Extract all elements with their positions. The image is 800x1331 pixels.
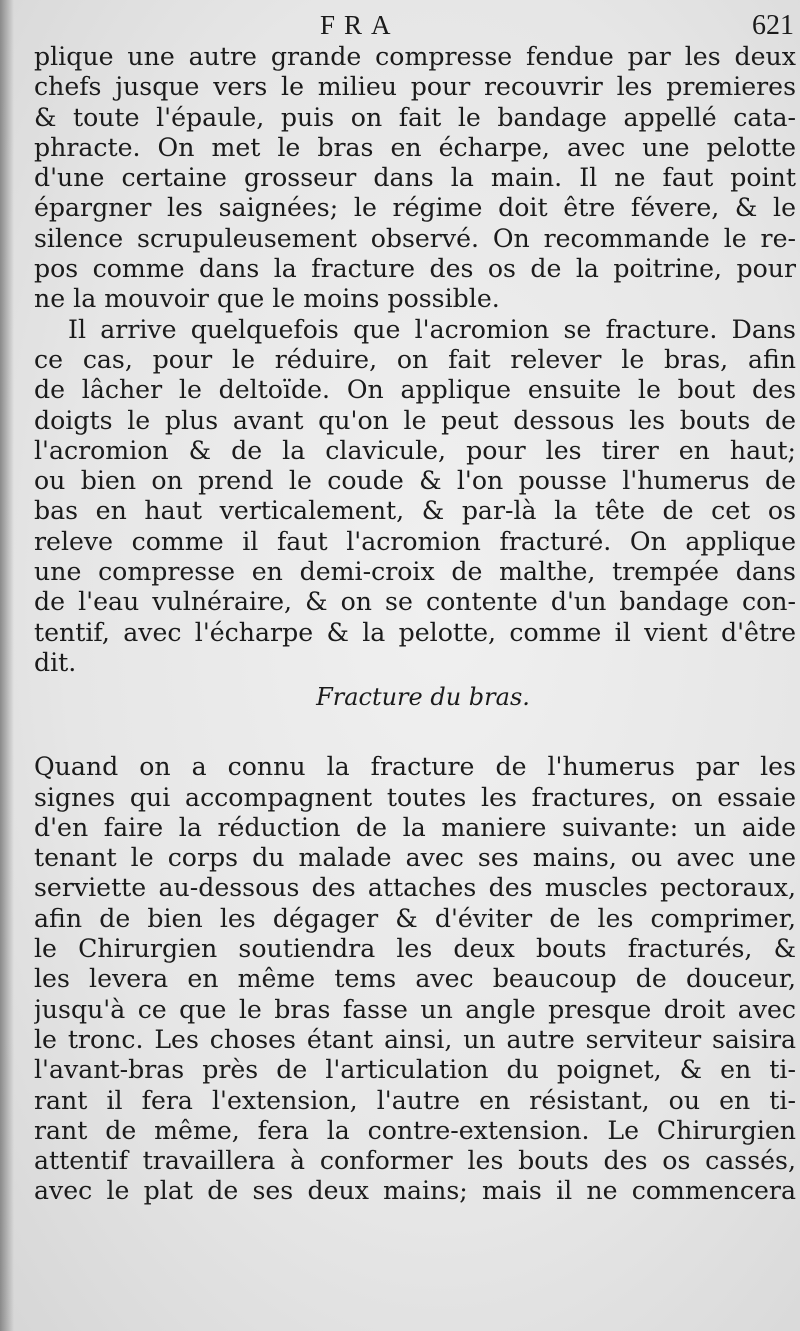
text-line: tenant le corps du malade avec ses mains, ou avec une [34, 843, 796, 873]
text-line: dit. [34, 647, 77, 677]
text-line: silence scrupuleusement observé. On recommande le re- [34, 223, 796, 253]
text-line: doigts le plus avant qu'on le peut dessous les bouts de [34, 405, 796, 435]
text-line: ou bien on prend le coude & l'on pousse l'humerus de [34, 466, 796, 496]
text-line: releve comme il faut l'acromion fracturé. On applique [34, 526, 796, 556]
running-head: FRA [320, 10, 400, 40]
paragraph-acromion [34, 315, 796, 679]
text-line: serviette au-dessous des attaches des muscles pectoraux, [34, 873, 796, 903]
text-line: chefs jusque vers le milieu pour recouvrir les premieres [34, 72, 796, 102]
text-line: de lâcher le deltoïde. On applique ensuite le bout des [34, 375, 796, 405]
text-line: plique une autre grande compresse fendue par les deux [34, 42, 796, 71]
page-number: 621 [752, 10, 794, 41]
paragraph-continuation [34, 42, 796, 315]
text-line: le Chirurgien soutiendra les deux bouts fracturés, & [34, 934, 796, 964]
text-line: tentif, avec l'écharpe & la pelotte, comme il vient d'être [34, 617, 796, 647]
text-line: attentif travaillera à conformer les bouts des os cassés, [34, 1146, 796, 1176]
text-line: une compresse en demi-croix de malthe, trempée dans [34, 557, 796, 587]
text-line: avec le plat de ses deux mains; mais il ne commencera [34, 1176, 796, 1206]
text-line: signes qui accompagnent toutes les fractures, on essaie [34, 782, 796, 812]
text-line: ne la mouvoir que le moins possible. [34, 284, 500, 314]
paragraph-humerus [34, 752, 796, 1206]
text-line: le tronc. Les choses étant ainsi, un autre serviteur saisira [34, 1024, 796, 1054]
text-line: jusqu'à ce que le bras fasse un angle presque droit avec [34, 994, 796, 1024]
text-line: pos comme dans la fracture des os de la poitrine, pour [34, 254, 796, 284]
section-title: Fracture du bras. [316, 683, 530, 712]
text-line: Quand on a connu la fracture de l'humerus par les [34, 752, 796, 782]
text-line: bas en haut verticalement, & par-là la tête de cet os [34, 496, 796, 526]
text-line: d'en faire la réduction de la maniere suivante: un aide [34, 812, 796, 842]
text-line: épargner les saignées; le régime doit être févere, & le [34, 193, 796, 223]
text-line: Il arrive quelquefois que l'acromion se fracture. Dans [68, 314, 796, 344]
text-line: phracte. On met le bras en écharpe, avec une pelotte [34, 132, 796, 162]
text-line: & toute l'épaule, puis on fait le bandage appellé cata- [34, 102, 796, 132]
text-line: l'avant-bras près de l'articulation du poignet, & en ti- [34, 1055, 796, 1085]
text-line: rant de même, fera la contre-extension. Le Chirurgien [34, 1115, 796, 1145]
text-line: l'acromion & de la clavicule, pour les tirer en haut; [34, 435, 796, 465]
text-line: d'une certaine grosseur dans la main. Il ne faut point [34, 163, 796, 193]
text-line: afin de bien les dégager & d'éviter de les comprimer, [34, 903, 796, 933]
text-line: les levera en même tems avec beaucoup de douceur, [34, 964, 796, 994]
text-line: de l'eau vulnéraire, & on se contente d'un bandage con- [34, 587, 796, 617]
page-gutter-shadow [0, 0, 14, 1331]
text-line: ce cas, pour le réduire, on fait relever le bras, afin [34, 344, 796, 374]
body-text [34, 42, 796, 1207]
text-line: rant il fera l'extension, l'autre en résistant, ou en ti- [34, 1085, 796, 1115]
